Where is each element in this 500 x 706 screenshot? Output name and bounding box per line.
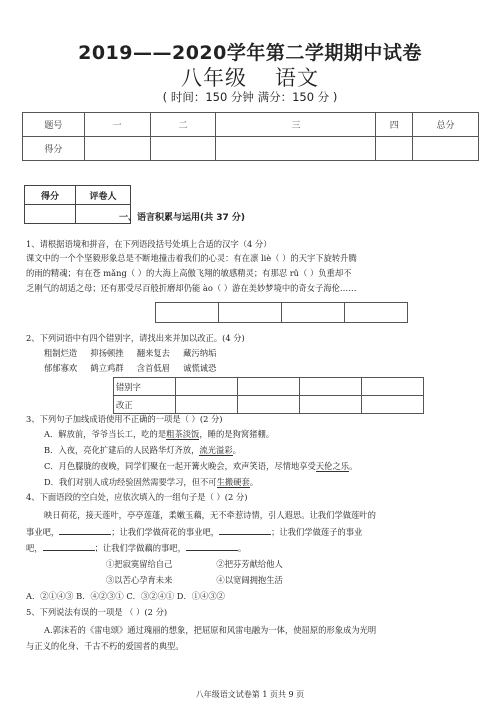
time-and-score-info: ( 时间：150 分钟 满分：150 分 ) bbox=[162, 90, 338, 104]
answer-box bbox=[219, 303, 282, 323]
underlined-idiom: 生搬硬套 bbox=[216, 477, 250, 487]
correction-row-label: 错别字 bbox=[114, 378, 176, 396]
option-text: ③以苦心孕育未来 bbox=[106, 575, 173, 585]
fill-blank bbox=[186, 541, 238, 551]
question-2-words-row bbox=[44, 347, 216, 359]
option-text: D．我们对别人成功经验固然需要学习，但不可 bbox=[44, 477, 217, 487]
question-3-option-b bbox=[44, 444, 241, 456]
subject-label: 语文 bbox=[275, 66, 319, 90]
grader-score-cell bbox=[25, 205, 76, 224]
answer-box bbox=[156, 303, 219, 323]
option-text: 。 bbox=[249, 477, 259, 487]
question-4-stem: 4、下面语段的空白处，应依次填入的一组句子是（ ）(2 分) bbox=[26, 492, 248, 502]
text: ；让我们学做莲子的事业 bbox=[271, 527, 363, 537]
fill-blank bbox=[43, 541, 95, 551]
question-4-answers: A．②①④③ B．④②③① C．③②④① D．①④③② bbox=[26, 591, 225, 601]
correction-cell bbox=[176, 378, 238, 396]
option-text: ②把芬芳献给他人 bbox=[216, 559, 283, 569]
word: 诚慌诚恐 bbox=[183, 363, 217, 373]
question-4-paragraph bbox=[26, 525, 362, 538]
correction-cell bbox=[238, 396, 300, 414]
word: 藏污纳垢 bbox=[183, 348, 217, 358]
text: 。 bbox=[237, 543, 247, 553]
page-footer: 八年级语文试卷第 1 页共 9 页 bbox=[195, 690, 305, 699]
score-row-label: 得分 bbox=[23, 137, 85, 161]
question-3-option-a bbox=[44, 428, 274, 440]
correction-cell bbox=[362, 378, 424, 396]
score-cell bbox=[376, 137, 413, 161]
answer-box bbox=[282, 303, 345, 323]
word: 郁郁寡欢 bbox=[44, 363, 78, 373]
score-header-cell: 二 bbox=[150, 113, 216, 137]
question-2-words-row bbox=[44, 362, 216, 374]
grader-score-label: 得分 bbox=[25, 186, 76, 205]
question-1-line: 乏刚气的胡适之母；还有那受尽百般折磨却仍能 ào（ ）游在美妙梦境中的奇女子海伦…… bbox=[26, 283, 357, 293]
word: 粗制烂造 bbox=[44, 348, 78, 358]
text: 吧， bbox=[26, 543, 43, 553]
text: 事业吧， bbox=[26, 527, 60, 537]
fill-blank bbox=[219, 525, 271, 535]
score-cell bbox=[413, 137, 479, 161]
word: 含首低眉 bbox=[136, 363, 170, 373]
score-cell bbox=[216, 137, 376, 161]
score-cell bbox=[84, 137, 150, 161]
word: 抑扬顿挫 bbox=[90, 348, 124, 358]
score-cell bbox=[150, 137, 216, 161]
score-header-cell: 总分 bbox=[413, 113, 479, 137]
section-title: 一、语言积累与运用(共 37 分) bbox=[119, 213, 246, 223]
score-table-header-row bbox=[23, 113, 479, 137]
option-text: B．入夜，亮化扩建后的人民路华灯齐放， bbox=[44, 445, 200, 455]
exam-title: 2019——2020学年第二学期期中试卷 bbox=[78, 42, 422, 64]
question-5-option-a-cont: 与正义的化身、千古不朽的爱国者的典型。 bbox=[26, 641, 184, 651]
grader-box bbox=[24, 185, 131, 224]
question-2-stem: 2、下列词语中有四个错别字，请找出来并加以改正。(4 分) bbox=[26, 333, 245, 343]
question-3-stem: 3、下列句子加线成语使用不正确的一项是（ ）(2 分) bbox=[26, 414, 223, 424]
score-table-score-row bbox=[23, 137, 479, 161]
score-header-cell: 四 bbox=[376, 113, 413, 137]
question-1-stem: 1、请根据语境和拼音，在下列语段括号处填上合适的汉字（4 分） bbox=[26, 239, 272, 249]
correction-cell bbox=[176, 396, 238, 414]
answer-box bbox=[345, 303, 408, 323]
fill-blank bbox=[59, 525, 111, 535]
score-header-cell: 一 bbox=[84, 113, 150, 137]
question-5-stem: 5、下列说法有误的一项是 （ ）(2 分) bbox=[26, 607, 168, 617]
question-4-paragraph: 映日荷花，接天莲叶，亭亭莲蓬，柔嫩玉藕，无不牵惹诗情，引人遐思。让我们学做莲叶的 bbox=[44, 510, 376, 520]
question-4-options-row bbox=[106, 558, 283, 570]
score-header-cell: 题号 bbox=[23, 113, 85, 137]
exam-subtitle bbox=[0, 62, 500, 92]
grade-label: 八年级 bbox=[181, 66, 247, 90]
question-1-answer-boxes bbox=[155, 302, 408, 323]
question-3-option-c bbox=[44, 460, 357, 472]
underlined-idiom: 粗茶淡饭 bbox=[166, 429, 200, 439]
question-1-line: 课文中的一个个坚毅形象总是不断地撞击着我们的心灵：有在凛 liè（ ）的天宇下旋转升腾 bbox=[26, 253, 357, 263]
correction-cell bbox=[362, 396, 424, 414]
correction-cell bbox=[238, 378, 300, 396]
option-text: 。 bbox=[232, 445, 241, 455]
option-text: ，睡的是狗窝猪棚。 bbox=[199, 429, 275, 439]
text: ；让我们学做荷花的事业吧， bbox=[111, 527, 220, 537]
question-1-line: 的雨的精魂；有在苍 mǎng（ ）的大海上高傲飞翔的敏感精灵；有那忍 rǔ（ ）负重却不 bbox=[26, 268, 352, 278]
option-text: ④以宽阔拥抱生活 bbox=[216, 575, 283, 585]
grader-name-label: 评卷人 bbox=[76, 186, 131, 205]
correction-cell bbox=[300, 378, 362, 396]
question-4-options-row bbox=[106, 574, 283, 586]
score-table bbox=[22, 112, 479, 161]
correction-row-label: 改正 bbox=[114, 396, 176, 414]
word: 翻来复去 bbox=[136, 348, 170, 358]
question-5-option-a: A.郭沫若的《雷电颂》通过瑰丽的想象，把屈原和风雷电融为一体，使屈原的形象成为光明 bbox=[44, 625, 377, 635]
score-header-cell: 三 bbox=[216, 113, 376, 137]
question-2-correction-table bbox=[113, 377, 424, 414]
option-text: A．解放前，爷爷当长工，吃的是 bbox=[44, 429, 167, 439]
question-3-option-d bbox=[44, 476, 258, 488]
correction-cell bbox=[300, 396, 362, 414]
underlined-idiom: 天伦之乐 bbox=[315, 461, 350, 471]
underlined-idiom: 流光溢彩 bbox=[199, 445, 233, 455]
text: ；让我们学做藕的事吧， bbox=[94, 543, 186, 553]
option-text: ①把寂寞留给自己 bbox=[106, 559, 173, 569]
option-text: C．月色朦胧的夜晚，同学们聚在一起开篝火晚会，欢声笑语，尽情地享受 bbox=[44, 461, 316, 471]
question-4-paragraph bbox=[26, 541, 246, 554]
word: 鹤立鸡群 bbox=[90, 363, 124, 373]
option-text: 。 bbox=[349, 461, 358, 471]
